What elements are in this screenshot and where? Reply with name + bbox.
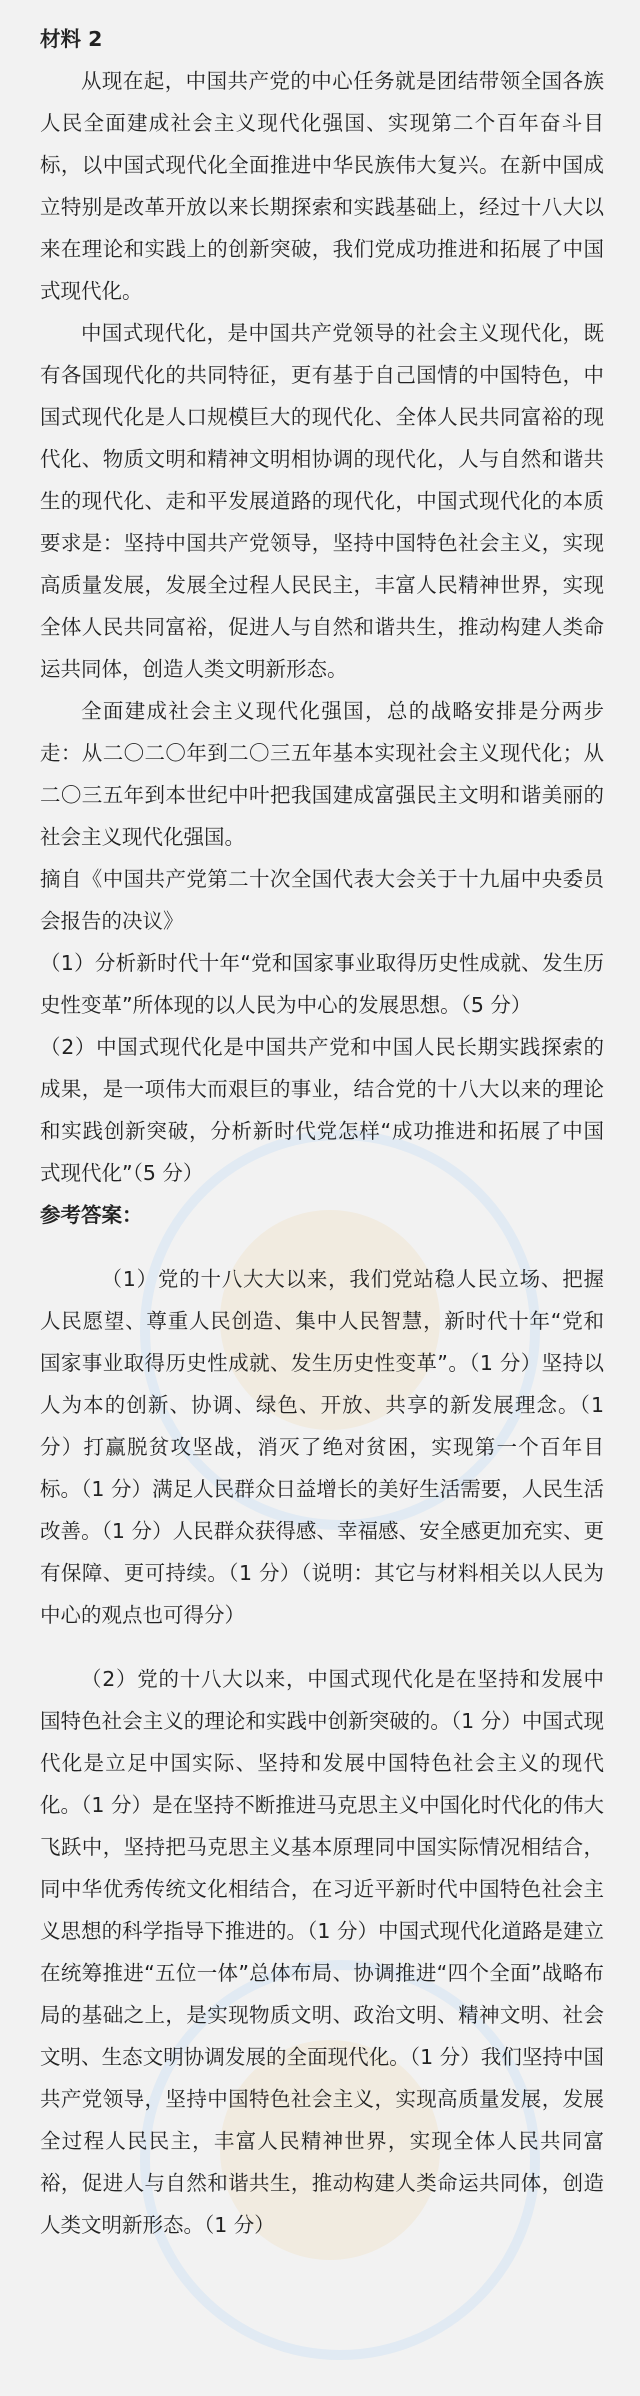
material-paragraph: 中国式现代化，是中国共产党领导的社会主义现代化，既有各国现代化的共同特征，更有基于自己国情的中国特色，中国式现代化是人口规模巨大的现代化、全体人民共同富裕的现代化、物质文明和精神文明相协调的现代化，人与自然和谐共生的现代化、走和平发展道路的现代化，中国式现代化的本质要求是：坚持中国共产党领导，坚持中国特色社会主义，实现高质量发展，发展全过程人民民主，丰富人民精神世界，实现全体人民共同富裕，促进人与自然和谐共生，推动构建人类命运共同体，创造人类文明新形态。 [40,321,604,681]
question-1: （1）分析新时代十年“党和国家事业取得历史性成就、发生历史性变革”所体现的以人民为中心的发展思想。（5 分） [40,951,604,1017]
material-heading: 材料 2 [40,27,103,51]
material-paragraph: 全面建成社会主义现代化强国，总的战略安排是分两步走：从二〇二〇年到二〇三五年基本实现社会主义现代化；从二〇三五年到本世纪中叶把我国建成富强民主文明和谐美丽的社会主义现代化强国。 [40,699,604,849]
material-source: 摘自《中国共产党第二十次全国代表大会关于十九届中央委员会报告的决议》 [40,867,604,933]
answer-item-1: （1）党的十八大大以来，我们党站稳人民立场、把握人民愿望、尊重人民创造、集中人民智慧，新时代十年“党和国家事业取得历史性成就、发生历史性变革”。（1 分）坚持以人为本的创新、协调、绿色、开放、共享的新发展理念。（1 分）打赢脱贫攻坚战，消灭了绝对贫困，实现第一个百年目标。（1 分）满足人民群众日益增长的美好生活需要，人民生活改善。（1 分）人民群众获得感、幸福感、安全感更加充实、更有保障、更可持续。（1 分）（说明：其它与材料相关以人民为中心的观点也可得分） [40,1267,604,1627]
document-content [40,18,604,2246]
material-paragraph: 从现在起，中国共产党的中心任务就是团结带领全国各族人民全面建成社会主义现代化强国、实现第二个百年奋斗目标，以中国式现代化全面推进中华民族伟大复兴。在新中国成立特别是改革开放以来长期探索和实践基础上，经过十八大以来在理论和实践上的创新突破，我们党成功推进和拓展了中国式现代化。 [40,69,604,303]
answer-heading: 参考答案： [40,1203,143,1227]
question-2: （2）中国式现代化是中国共产党和中国人民长期实践探索的成果，是一项伟大而艰巨的事业，结合党的十八大以来的理论和实践创新突破，分析新时代党怎样“成功推进和拓展了中国式现代化”（5 分） [40,1035,604,1185]
answer-item-2: （2）党的十八大以来，中国式现代化是在坚持和发展中国特色社会主义的理论和实践中创新突破的。（1 分）中国式现代化是立足中国实际、坚持和发展中国特色社会主义的现代化。（1 分）是在坚持不断推进马克思主义中国化时代化的伟大飞跃中，坚持把马克思主义基本原理同中国实际情况相结合，同中华优秀传统文化相结合，在习近平新时代中国特色社会主义思想的科学指导下推进的。（1 分）中国式现代化道路是建立在统筹推进“五位一体”总体布局、协调推进“四个全面”战略布局的基础之上，是实现物质文明、政治文明、精神文明、社会文明、生态文明协调发展的全面现代化。（1 分）我们坚持中国共产党领导，坚持中国特色社会主义，实现高质量发展，发展全过程人民民主，丰富人民精神世界，实现全体人民共同富裕，促进人与自然和谐共生，推动构建人类命运共同体，创造人类文明新形态。（1 分） [40,1667,604,2237]
